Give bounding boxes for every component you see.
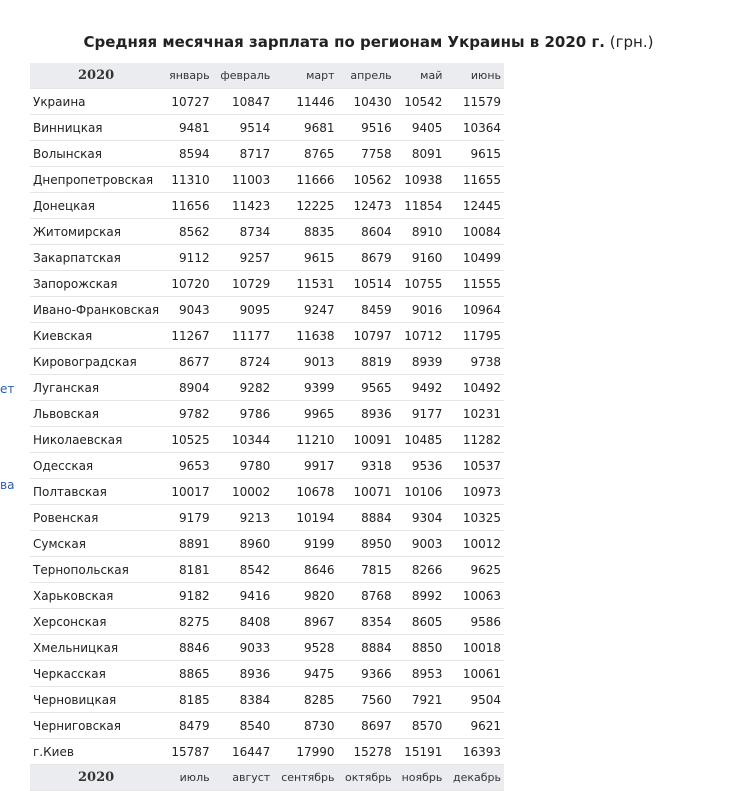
month-header: сентябрь	[273, 765, 337, 791]
salary-value: 9820	[273, 583, 337, 609]
salary-value: 9615	[445, 141, 504, 167]
table-row	[30, 713, 504, 739]
salary-value: 10964	[445, 297, 504, 323]
salary-value: 8384	[213, 687, 274, 713]
salary-value: 10542	[395, 89, 446, 115]
salary-value: 10430	[338, 89, 395, 115]
title-unit: (грн.)	[609, 33, 654, 51]
salary-value: 8605	[395, 609, 446, 635]
salary-value: 9112	[162, 245, 212, 271]
salary-value: 10063	[445, 583, 504, 609]
salary-value: 8846	[162, 635, 212, 661]
month-header: август	[213, 765, 274, 791]
salary-value: 9782	[162, 401, 212, 427]
salary-value: 10712	[395, 323, 446, 349]
salary-value: 8724	[213, 349, 274, 375]
salary-table	[30, 63, 504, 791]
salary-value: 10525	[162, 427, 212, 453]
salary-value: 16447	[213, 739, 274, 765]
table-row	[30, 427, 504, 453]
salary-value: 10562	[338, 167, 395, 193]
salary-value: 10537	[445, 453, 504, 479]
salary-value: 7560	[338, 687, 395, 713]
salary-value: 10847	[213, 89, 274, 115]
footer-row	[30, 765, 504, 791]
salary-value: 9653	[162, 453, 212, 479]
salary-value: 9481	[162, 115, 212, 141]
region-name: Кировоградская	[30, 349, 162, 375]
salary-value: 11555	[445, 271, 504, 297]
region-name: Волынская	[30, 141, 162, 167]
salary-value: 8865	[162, 661, 212, 687]
salary-value: 11531	[273, 271, 337, 297]
salary-value: 9033	[213, 635, 274, 661]
salary-value: 8679	[338, 245, 395, 271]
salary-value: 9565	[338, 375, 395, 401]
region-name: Запорожская	[30, 271, 162, 297]
salary-value: 10012	[445, 531, 504, 557]
salary-value: 8091	[395, 141, 446, 167]
salary-value: 10061	[445, 661, 504, 687]
salary-value: 9282	[213, 375, 274, 401]
salary-value: 9416	[213, 583, 274, 609]
table-row	[30, 375, 504, 401]
region-name: Черниговская	[30, 713, 162, 739]
region-name: Закарпатская	[30, 245, 162, 271]
salary-value: 9780	[213, 453, 274, 479]
salary-value: 11003	[213, 167, 274, 193]
month-header: ноябрь	[395, 765, 446, 791]
salary-value: 9917	[273, 453, 337, 479]
salary-value: 9043	[162, 297, 212, 323]
salary-value: 8562	[162, 219, 212, 245]
region-name: Ивано-Франковская	[30, 297, 162, 323]
region-name: Львовская	[30, 401, 162, 427]
salary-value: 8677	[162, 349, 212, 375]
footer-year: 2020	[30, 765, 162, 791]
table-row	[30, 297, 504, 323]
salary-value: 9615	[273, 245, 337, 271]
salary-value: 9399	[273, 375, 337, 401]
salary-value: 11282	[445, 427, 504, 453]
salary-value: 9504	[445, 687, 504, 713]
table-body	[30, 89, 504, 765]
salary-value: 9199	[273, 531, 337, 557]
salary-value: 8936	[213, 661, 274, 687]
salary-value: 9182	[162, 583, 212, 609]
salary-value: 12445	[445, 193, 504, 219]
region-name: Черкасская	[30, 661, 162, 687]
salary-value: 9177	[395, 401, 446, 427]
salary-value: 10492	[445, 375, 504, 401]
salary-value: 8960	[213, 531, 274, 557]
table-row	[30, 245, 504, 271]
salary-value: 8891	[162, 531, 212, 557]
region-name: Херсонская	[30, 609, 162, 635]
salary-value: 9318	[338, 453, 395, 479]
table-row	[30, 453, 504, 479]
region-name: Полтавская	[30, 479, 162, 505]
region-name: Харьковская	[30, 583, 162, 609]
salary-value: 7758	[338, 141, 395, 167]
salary-value: 10106	[395, 479, 446, 505]
salary-value: 15191	[395, 739, 446, 765]
salary-value: 16393	[445, 739, 504, 765]
salary-value: 9257	[213, 245, 274, 271]
salary-value: 10071	[338, 479, 395, 505]
salary-value: 9516	[338, 115, 395, 141]
salary-value: 11854	[395, 193, 446, 219]
table-row	[30, 635, 504, 661]
salary-value: 8936	[338, 401, 395, 427]
salary-value: 11638	[273, 323, 337, 349]
table-row	[30, 739, 504, 765]
salary-value: 9965	[273, 401, 337, 427]
salary-value: 9213	[213, 505, 274, 531]
salary-value: 9003	[395, 531, 446, 557]
salary-value: 8850	[395, 635, 446, 661]
salary-value: 10091	[338, 427, 395, 453]
salary-value: 10727	[162, 89, 212, 115]
salary-value: 9366	[338, 661, 395, 687]
salary-value: 10514	[338, 271, 395, 297]
salary-value: 8275	[162, 609, 212, 635]
salary-value: 12225	[273, 193, 337, 219]
salary-value: 8730	[273, 713, 337, 739]
salary-value: 15278	[338, 739, 395, 765]
salary-value: 11656	[162, 193, 212, 219]
salary-value: 11655	[445, 167, 504, 193]
salary-value: 11267	[162, 323, 212, 349]
salary-value: 9586	[445, 609, 504, 635]
salary-value: 8479	[162, 713, 212, 739]
table-row	[30, 583, 504, 609]
table-row	[30, 219, 504, 245]
table-row	[30, 609, 504, 635]
table-row	[30, 271, 504, 297]
salary-value: 7921	[395, 687, 446, 713]
salary-value: 8181	[162, 557, 212, 583]
salary-value: 11666	[273, 167, 337, 193]
salary-value: 8819	[338, 349, 395, 375]
salary-value: 8646	[273, 557, 337, 583]
table-row	[30, 141, 504, 167]
month-header: март	[273, 63, 337, 89]
salary-value: 8354	[338, 609, 395, 635]
month-header: апрель	[338, 63, 395, 89]
table-row	[30, 89, 504, 115]
salary-value: 8408	[213, 609, 274, 635]
salary-value: 15787	[162, 739, 212, 765]
month-header: декабрь	[445, 765, 504, 791]
header-row	[30, 63, 504, 89]
salary-value: 10017	[162, 479, 212, 505]
region-name: Житомирская	[30, 219, 162, 245]
salary-value: 11423	[213, 193, 274, 219]
month-header: октябрь	[338, 765, 395, 791]
salary-value: 10720	[162, 271, 212, 297]
salary-value: 10973	[445, 479, 504, 505]
salary-value: 8884	[338, 505, 395, 531]
title-main: Средняя месячная зарплата по регионам Украины в 2020 г.	[83, 33, 605, 51]
salary-value: 9475	[273, 661, 337, 687]
salary-value: 12473	[338, 193, 395, 219]
side-text-fragment: ва	[0, 478, 15, 492]
salary-value: 10325	[445, 505, 504, 531]
salary-value: 8266	[395, 557, 446, 583]
table-title	[0, 33, 737, 51]
region-name: г.Киев	[30, 739, 162, 765]
salary-value: 8884	[338, 635, 395, 661]
salary-value: 8542	[213, 557, 274, 583]
month-header: июнь	[445, 63, 504, 89]
region-name: Черновицкая	[30, 687, 162, 713]
salary-value: 10344	[213, 427, 274, 453]
salary-value: 10002	[213, 479, 274, 505]
month-header: январь	[162, 63, 212, 89]
salary-value: 8734	[213, 219, 274, 245]
salary-value: 8835	[273, 219, 337, 245]
region-name: Луганская	[30, 375, 162, 401]
salary-value: 9247	[273, 297, 337, 323]
salary-value: 11446	[273, 89, 337, 115]
table-row	[30, 479, 504, 505]
salary-value: 11795	[445, 323, 504, 349]
salary-value: 8697	[338, 713, 395, 739]
table-row	[30, 505, 504, 531]
salary-value: 10938	[395, 167, 446, 193]
salary-value: 8185	[162, 687, 212, 713]
salary-value: 8950	[338, 531, 395, 557]
salary-value: 8768	[338, 583, 395, 609]
salary-value: 10364	[445, 115, 504, 141]
header-year: 2020	[30, 63, 162, 89]
salary-value: 11579	[445, 89, 504, 115]
table-row	[30, 557, 504, 583]
salary-value: 8765	[273, 141, 337, 167]
salary-value: 9013	[273, 349, 337, 375]
salary-value: 10231	[445, 401, 504, 427]
salary-value: 9492	[395, 375, 446, 401]
table-row	[30, 167, 504, 193]
region-name: Украина	[30, 89, 162, 115]
salary-value: 8285	[273, 687, 337, 713]
salary-value: 9179	[162, 505, 212, 531]
salary-value: 8570	[395, 713, 446, 739]
salary-value: 8910	[395, 219, 446, 245]
salary-value: 10499	[445, 245, 504, 271]
side-text-fragment: ет	[0, 382, 15, 396]
salary-value: 10485	[395, 427, 446, 453]
month-header: февраль	[213, 63, 274, 89]
region-name: Тернопольская	[30, 557, 162, 583]
table-row	[30, 323, 504, 349]
month-header: май	[395, 63, 446, 89]
table-row	[30, 661, 504, 687]
salary-value: 10729	[213, 271, 274, 297]
salary-value: 8540	[213, 713, 274, 739]
table-row	[30, 401, 504, 427]
month-header: июль	[162, 765, 212, 791]
salary-value: 10797	[338, 323, 395, 349]
salary-value: 8939	[395, 349, 446, 375]
salary-value: 8604	[338, 219, 395, 245]
salary-value: 17990	[273, 739, 337, 765]
table-row	[30, 531, 504, 557]
salary-value: 11177	[213, 323, 274, 349]
region-name: Винницкая	[30, 115, 162, 141]
salary-value: 9536	[395, 453, 446, 479]
salary-value: 10194	[273, 505, 337, 531]
salary-value: 8717	[213, 141, 274, 167]
table-row	[30, 687, 504, 713]
salary-value: 9625	[445, 557, 504, 583]
region-name: Одесская	[30, 453, 162, 479]
salary-value: 9405	[395, 115, 446, 141]
region-name: Николаевская	[30, 427, 162, 453]
salary-value: 8594	[162, 141, 212, 167]
salary-value: 8904	[162, 375, 212, 401]
salary-value: 10755	[395, 271, 446, 297]
salary-value: 9528	[273, 635, 337, 661]
table-row	[30, 349, 504, 375]
salary-value: 9514	[213, 115, 274, 141]
salary-value: 9016	[395, 297, 446, 323]
salary-value: 9681	[273, 115, 337, 141]
region-name: Ровенская	[30, 505, 162, 531]
salary-value: 11310	[162, 167, 212, 193]
table-row	[30, 193, 504, 219]
salary-value: 8953	[395, 661, 446, 687]
region-name: Днепропетровская	[30, 167, 162, 193]
salary-value: 8967	[273, 609, 337, 635]
salary-value: 10084	[445, 219, 504, 245]
salary-value: 9095	[213, 297, 274, 323]
salary-value: 9304	[395, 505, 446, 531]
salary-value: 8992	[395, 583, 446, 609]
region-name: Сумская	[30, 531, 162, 557]
salary-value: 8459	[338, 297, 395, 323]
table-row	[30, 115, 504, 141]
salary-value: 10678	[273, 479, 337, 505]
region-name: Киевская	[30, 323, 162, 349]
salary-value: 7815	[338, 557, 395, 583]
salary-value: 9160	[395, 245, 446, 271]
region-name: Хмельницкая	[30, 635, 162, 661]
salary-value: 11210	[273, 427, 337, 453]
region-name: Донецкая	[30, 193, 162, 219]
salary-value: 9621	[445, 713, 504, 739]
salary-value: 10018	[445, 635, 504, 661]
salary-value: 9786	[213, 401, 274, 427]
salary-value: 9738	[445, 349, 504, 375]
